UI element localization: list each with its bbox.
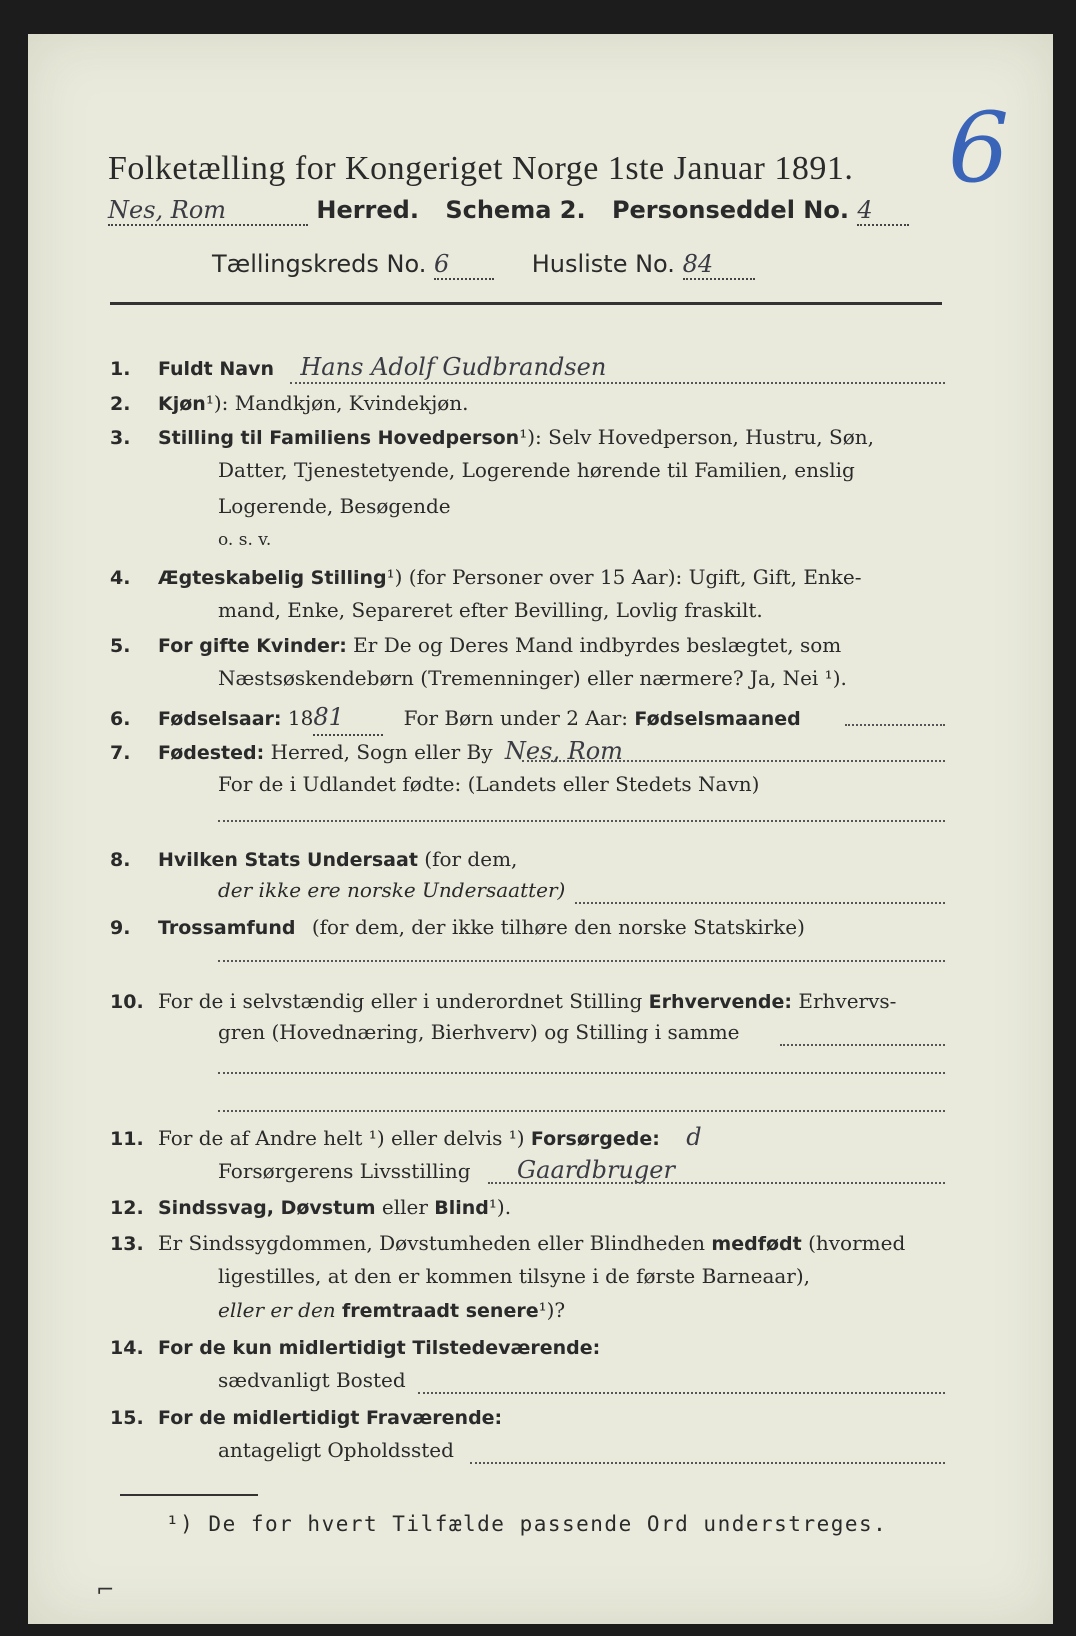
kreds-value: 6	[434, 250, 494, 280]
item-text: (for dem,	[424, 847, 518, 871]
item-text: ¹).	[488, 1195, 512, 1219]
fill-line	[218, 1110, 945, 1112]
page-number-handwritten: 6	[948, 92, 1010, 204]
item-label: fremtraadt senere	[342, 1300, 539, 1322]
item-4-cont1: mand, Enke, Separeret efter Bevilling, Lovlig fraskilt.	[218, 598, 763, 622]
item-10-cont1: gren (Hovednæring, Bierhverv) og Stilling i samme	[218, 1020, 740, 1044]
fill-line	[218, 1072, 945, 1074]
item-label: Fødselsaar:	[158, 708, 282, 730]
item-12	[110, 1190, 950, 1225]
item-number: 12.	[110, 1197, 144, 1219]
herred-value: Nes, Rom	[108, 196, 308, 226]
item-number: 6.	[110, 708, 131, 730]
provided-mark: d	[686, 1123, 702, 1151]
item-3-cont1: Datter, Tjenestetyende, Logerende hørende til Familien, enslig	[218, 458, 855, 482]
fill-line	[845, 724, 945, 726]
item-text: Er De og Deres Mand indbyrdes beslægtet, som	[353, 633, 842, 657]
fill-line	[780, 1044, 945, 1046]
item-6	[110, 700, 950, 736]
item-number: 1.	[110, 358, 131, 380]
item-13-cont2	[218, 1298, 565, 1322]
item-label: Fuldt Navn	[158, 358, 275, 380]
item-5	[110, 628, 950, 663]
item-text: ¹): Mandkjøn, Kvindekjøn.	[205, 391, 469, 415]
item-4	[110, 560, 950, 595]
header-rule	[110, 302, 942, 305]
item-number: 5.	[110, 635, 131, 657]
fill-line	[470, 1462, 945, 1464]
item-text: 18	[287, 706, 314, 730]
item-number: 2.	[110, 393, 131, 415]
item-label: For gifte Kvinder:	[158, 635, 347, 657]
item-number: 14.	[110, 1337, 144, 1359]
item-number: 9.	[110, 917, 131, 939]
item-label: Sindssvag, Døvstum	[158, 1197, 376, 1219]
husliste-label: Husliste No.	[531, 250, 675, 278]
item-text: Herred, Sogn eller By	[270, 740, 493, 764]
item-3	[110, 420, 950, 455]
item-text: (for dem, der ikke tilhøre den norske Statskirke)	[311, 915, 805, 939]
item-7-cont1: For de i Udlandet fødte: (Landets eller Stedets Navn)	[218, 772, 760, 796]
item-text: For de af Andre helt ¹) eller delvis ¹)	[158, 1126, 525, 1150]
fill-line	[290, 382, 945, 384]
item-number: 8.	[110, 849, 131, 871]
full-name-value: Hans Adolf Gudbrandsen	[300, 353, 607, 381]
item-3-cont2: Logerende, Besøgende	[218, 494, 451, 518]
item-13	[110, 1226, 950, 1261]
kreds-label: Tællingskreds No.	[212, 250, 427, 278]
fill-line	[575, 902, 945, 904]
item-8	[110, 842, 950, 877]
item-11-cont1	[218, 1156, 675, 1184]
schema-label: Schema 2.	[445, 196, 586, 224]
item-text: eller er den	[218, 1298, 336, 1322]
item-label: Erhvervende:	[648, 991, 793, 1013]
item-number: 11.	[110, 1128, 144, 1150]
item-label: medfødt	[711, 1233, 802, 1255]
item-label: Forsørgede:	[530, 1128, 660, 1150]
item-label: Fødested:	[158, 742, 265, 764]
item-7	[110, 734, 950, 770]
footnote-rule	[120, 1494, 258, 1496]
item-15	[110, 1400, 950, 1435]
item-1	[110, 350, 950, 386]
item-text: (hvormed	[808, 1231, 906, 1255]
item-label: Ægteskabelig Stilling	[158, 567, 387, 589]
item-text: Erhvervs-	[798, 989, 897, 1013]
fill-line	[522, 760, 945, 762]
header-line-kreds	[212, 250, 755, 280]
item-number: 4.	[110, 567, 131, 589]
item-label: Hvilken Stats Undersaat	[158, 849, 418, 871]
item-text: ¹) (for Personer over 15 Aar): Ugift, Gift, Enke-	[386, 565, 862, 589]
form-title: Folketælling for Kongeriget Norge 1ste Januar 1891.	[108, 150, 854, 187]
margin-mark: ⌐	[96, 1578, 115, 1603]
personseddel-label: Personseddel No.	[611, 196, 849, 224]
fill-line	[218, 960, 945, 962]
item-2	[110, 386, 950, 421]
personseddel-value: 4	[857, 196, 909, 226]
item-3-cont3: o. s. v.	[218, 530, 272, 550]
footnote: ¹) De for hvert Tilfælde passende Ord understreges.	[166, 1512, 888, 1536]
item-14	[110, 1330, 950, 1365]
item-14-cont1: sædvanligt Bosted	[218, 1368, 406, 1392]
item-text: Forsørgerens Livsstilling	[218, 1159, 471, 1183]
item-label: For de midlertidigt Fraværende:	[158, 1407, 503, 1429]
item-text: ¹)?	[538, 1298, 566, 1322]
header-line-herred	[108, 196, 909, 226]
fill-line	[218, 820, 945, 822]
herred-label: Herred.	[316, 196, 419, 224]
item-8-cont1: der ikke ere norske Undersaatter)	[218, 878, 566, 902]
item-number: 7.	[110, 742, 131, 764]
birth-year-value: 81	[313, 700, 383, 736]
item-5-cont1: Næstsøskendebørn (Tremenninger) eller nærmere? Ja, Nei ¹).	[218, 666, 847, 690]
item-10	[110, 984, 950, 1019]
item-number: 15.	[110, 1407, 144, 1429]
husliste-value: 84	[683, 250, 755, 280]
item-15-cont1: antageligt Opholdssted	[218, 1438, 454, 1462]
item-13-cont1: ligestilles, at den er kommen tilsyne i de første Barneaar),	[218, 1264, 811, 1288]
fill-line	[418, 1392, 945, 1394]
fill-line	[488, 1182, 945, 1184]
item-number: 3.	[110, 427, 131, 449]
item-number: 13.	[110, 1233, 144, 1255]
item-label: Kjøn	[158, 393, 206, 415]
item-text: eller	[381, 1195, 428, 1219]
item-11	[110, 1120, 950, 1156]
item-label: For de kun midlertidigt Tilstedeværende:	[158, 1337, 601, 1359]
item-text: Er Sindssygdommen, Døvstumheden eller Blindheden	[158, 1231, 706, 1255]
item-text: ¹): Selv Hovedperson, Hustru, Søn,	[519, 425, 875, 449]
birthplace-value: Nes, Rom	[504, 737, 623, 765]
item-label: Fødselsmaaned	[634, 708, 801, 730]
item-text: For de i selvstændig eller i underordnet Stilling	[158, 989, 643, 1013]
item-label: Trossamfund	[158, 917, 296, 939]
item-label: Blind	[434, 1197, 489, 1219]
item-number: 10.	[110, 991, 144, 1013]
item-label: Stilling til Familiens Hovedperson	[158, 427, 520, 449]
provider-occupation-value: Gaardbruger	[516, 1156, 675, 1184]
item-text: For Børn under 2 Aar:	[403, 706, 629, 730]
item-9	[110, 910, 950, 945]
